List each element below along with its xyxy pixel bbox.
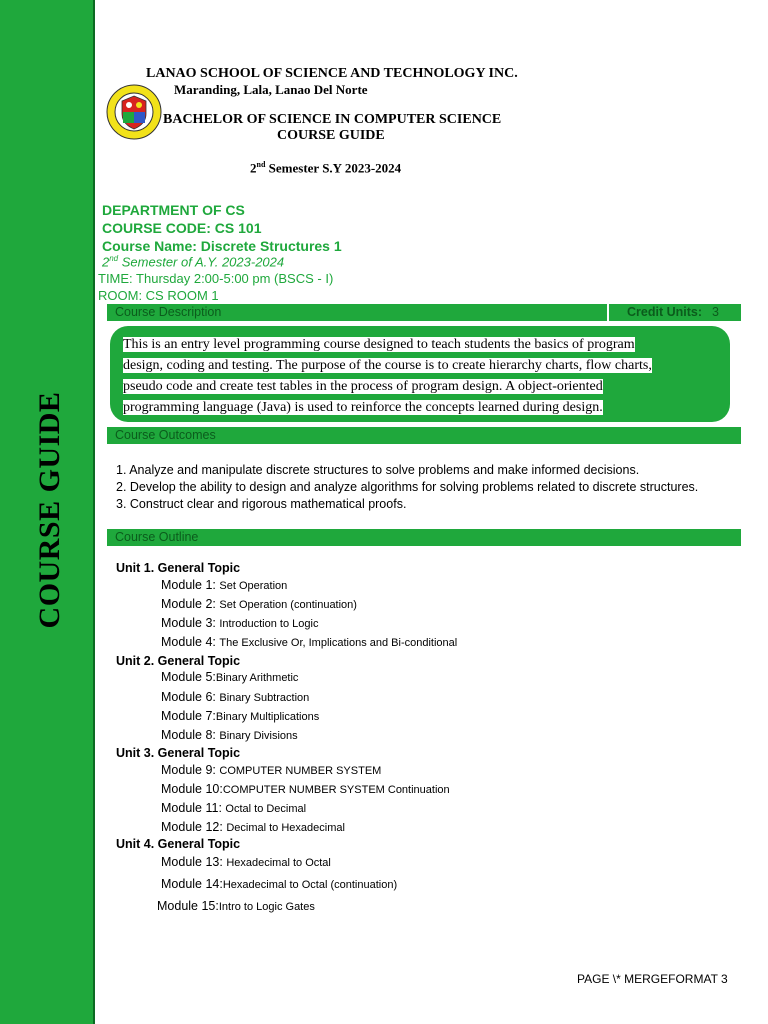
module-item: Module 2: Set Operation (continuation) (161, 597, 357, 611)
academic-year: 2nd Semester of A.Y. 2023-2024 (102, 254, 285, 270)
sidebar-divider (93, 0, 95, 1024)
header-divider (607, 304, 609, 321)
description-line: This is an entry level programming course designed to teach students the basics of program (123, 337, 635, 352)
course-outline-label: Course Outline (115, 530, 199, 544)
document-title: COURSE GUIDE (277, 128, 385, 143)
class-time: TIME: Thursday 2:00-5:00 pm (BSCS - I) (98, 271, 334, 286)
module-item: Module 10:COMPUTER NUMBER SYSTEM Continuation (161, 782, 450, 796)
department: DEPARTMENT OF CS (102, 202, 245, 218)
description-line: pseudo code and create test tables in the process of program design. A object-oriented (123, 379, 603, 394)
course-description-header (107, 304, 741, 321)
school-address: Maranding, Lala, Lanao Del Norte (174, 82, 368, 97)
course-description-text (123, 334, 713, 418)
credit-units-label: Credit Units: (627, 305, 702, 319)
course-description-label: Course Description (115, 305, 222, 319)
outcome-item: 3. Construct clear and rigorous mathematical proofs. (116, 497, 407, 511)
course-outcomes-header (107, 427, 741, 444)
module-item: Module 4: The Exclusive Or, Implications and Bi-conditional (161, 635, 458, 649)
module-item: Module 12: Decimal to Hexadecimal (161, 820, 345, 834)
course-outcomes-list (116, 462, 716, 513)
description-line: programming language (Java) is used to reinforce the concepts learned during design. (123, 400, 603, 415)
module-item: Module 6: Binary Subtraction (161, 690, 310, 704)
module-item: Module 5:Binary Arithmetic (161, 670, 299, 684)
module-item: Module 3: Introduction to Logic (161, 616, 319, 630)
outcome-item: 1. Analyze and manipulate discrete structures to solve problems and make informed decisions. (116, 463, 640, 477)
course-name: Course Name: Discrete Structures 1 (102, 238, 342, 254)
class-room: ROOM: CS ROOM 1 (98, 288, 219, 303)
school-seal-logo (106, 84, 162, 140)
credit-units-value: 3 (712, 305, 719, 319)
module-item: Module 13: Hexadecimal to Octal (161, 855, 331, 869)
description-line: design, coding and testing. The purpose of the course is to create hierarchy charts, flow charts, (123, 358, 652, 373)
course-outline-header (107, 529, 741, 546)
module-item: Module 14:Hexadecimal to Octal (continuation) (161, 877, 398, 891)
unit-heading: Unit 1. General Topic (116, 561, 241, 575)
module-item: Module 8: Binary Divisions (161, 728, 298, 742)
school-name: LANAO SCHOOL OF SCIENCE AND TECHNOLOGY INC. (146, 66, 518, 81)
course-code: COURSE CODE: CS 101 (102, 220, 262, 236)
unit-heading: Unit 3. General Topic (116, 746, 241, 760)
module-item: Module 9: COMPUTER NUMBER SYSTEM (161, 763, 382, 777)
module-item: Module 1: Set Operation (161, 578, 288, 592)
course-outcomes-label: Course Outcomes (115, 428, 216, 442)
program-name: BACHELOR OF SCIENCE IN COMPUTER SCIENCE (163, 112, 502, 127)
module-item: Module 7:Binary Multiplications (161, 709, 320, 723)
module-item: Module 11: Octal to Decimal (161, 801, 307, 815)
unit-heading: Unit 4. General Topic (116, 837, 241, 851)
unit-heading: Unit 2. General Topic (116, 654, 241, 668)
outcome-item: 2. Develop the ability to design and analyze algorithms for solving problems related to discrete structures. (116, 480, 699, 494)
semester-heading: 2nd Semester S.Y 2023-2024 (250, 160, 402, 176)
sidebar-title: COURSE GUIDE (33, 391, 66, 629)
page-number-field: PAGE \* MERGEFORMAT 3 (577, 972, 728, 986)
module-item: Module 15:Intro to Logic Gates (157, 899, 315, 913)
